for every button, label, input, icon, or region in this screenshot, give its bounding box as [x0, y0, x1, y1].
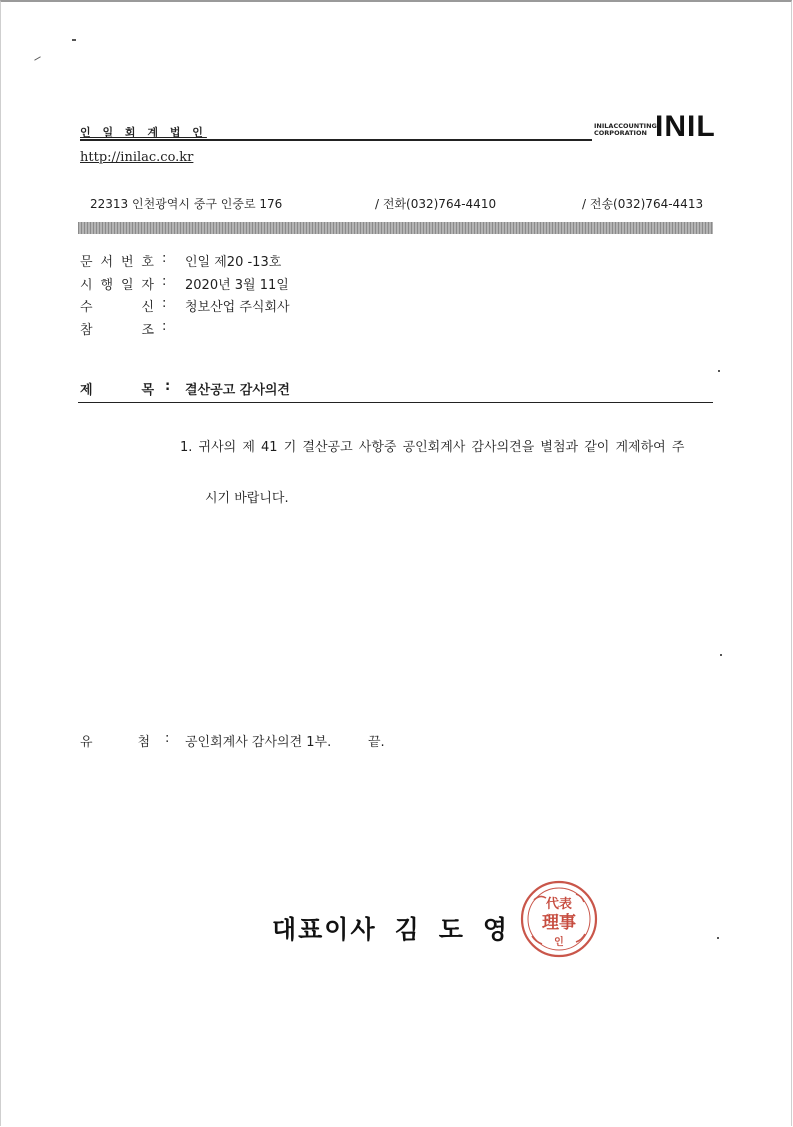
- logo-subtitle-line1: INILACCOUNTING: [594, 122, 657, 130]
- seal-text-top: 代表: [545, 897, 573, 912]
- label-char: 수: [80, 300, 93, 315]
- label-char: 자: [141, 278, 154, 293]
- body-text-line1: 1. 귀사의 제 41 기 결산공고 사항중 공인회계사 감사의견을 별첨과 같이 게제하여 주: [180, 440, 685, 455]
- date-colon: :: [162, 274, 167, 289]
- website-url: http://inilac.co.kr: [80, 150, 194, 165]
- doc-number-label: [80, 251, 154, 270]
- label-char: 번: [120, 255, 134, 270]
- label-char: 참: [80, 323, 93, 338]
- signature-block: [272, 910, 527, 946]
- scan-speck: [720, 654, 722, 656]
- closing-mark: 끝.: [368, 735, 385, 750]
- enclosure-colon: :: [165, 731, 170, 746]
- label-char: 일: [120, 278, 134, 293]
- recipient-value: 청보산업 주식회사: [185, 300, 290, 315]
- seal-text-center: 理事: [542, 913, 576, 933]
- subject-rule: [78, 402, 713, 403]
- phone-number: / 전화(032)764-4410: [375, 197, 497, 211]
- logo-subtitle-line2: CORPORATION: [594, 129, 647, 137]
- label-char: 유: [80, 735, 93, 750]
- seal-text-bottom: 인: [554, 937, 564, 948]
- official-seal-stamp: [518, 878, 600, 960]
- body-text-line2: 시기 바랍니다.: [205, 491, 289, 506]
- company-logo: INIL: [655, 110, 716, 143]
- subject-label: [80, 379, 154, 398]
- label-char: 목: [141, 383, 154, 398]
- logo-subtitle: [594, 123, 657, 137]
- label-char: 첨: [137, 735, 150, 750]
- header-rule: [80, 139, 592, 141]
- recipient-colon: :: [162, 296, 167, 311]
- signature-name: 김도영: [394, 915, 528, 944]
- label-char: 신: [141, 300, 154, 315]
- header-band: [78, 222, 713, 234]
- scan-speck: [717, 937, 719, 939]
- scan-speck: [718, 370, 720, 372]
- reference-colon: :: [162, 319, 167, 334]
- date-value: 2020년 3월 11일: [185, 278, 289, 293]
- label-char: 호: [141, 255, 154, 270]
- label-char: 행: [100, 278, 114, 293]
- subject-colon: :: [165, 379, 171, 394]
- address: 22313 인천광역시 중구 인중로 176: [90, 197, 283, 211]
- label-char: 시: [80, 278, 93, 293]
- reference-label: [80, 319, 154, 338]
- fax-number: / 전송(032)764-4413: [582, 197, 704, 211]
- signature-title: 대표이사: [272, 915, 377, 944]
- date-label: [80, 274, 154, 293]
- enclosure-label: [80, 731, 150, 750]
- doc-number-value: 인일 제20 -13호: [185, 255, 282, 270]
- label-char: 제: [80, 383, 93, 398]
- label-char: 서: [100, 255, 114, 270]
- scan-speck: [72, 39, 76, 41]
- subject-value: 결산공고 감사의견: [185, 383, 290, 398]
- firm-name: 인 일 회 계 법 인: [80, 126, 207, 139]
- label-char: 문: [80, 255, 93, 270]
- recipient-label: [80, 296, 154, 315]
- enclosure-value: 공인회계사 감사의견 1부.: [185, 735, 332, 750]
- label-char: 조: [141, 323, 154, 338]
- doc-number-colon: :: [162, 251, 167, 266]
